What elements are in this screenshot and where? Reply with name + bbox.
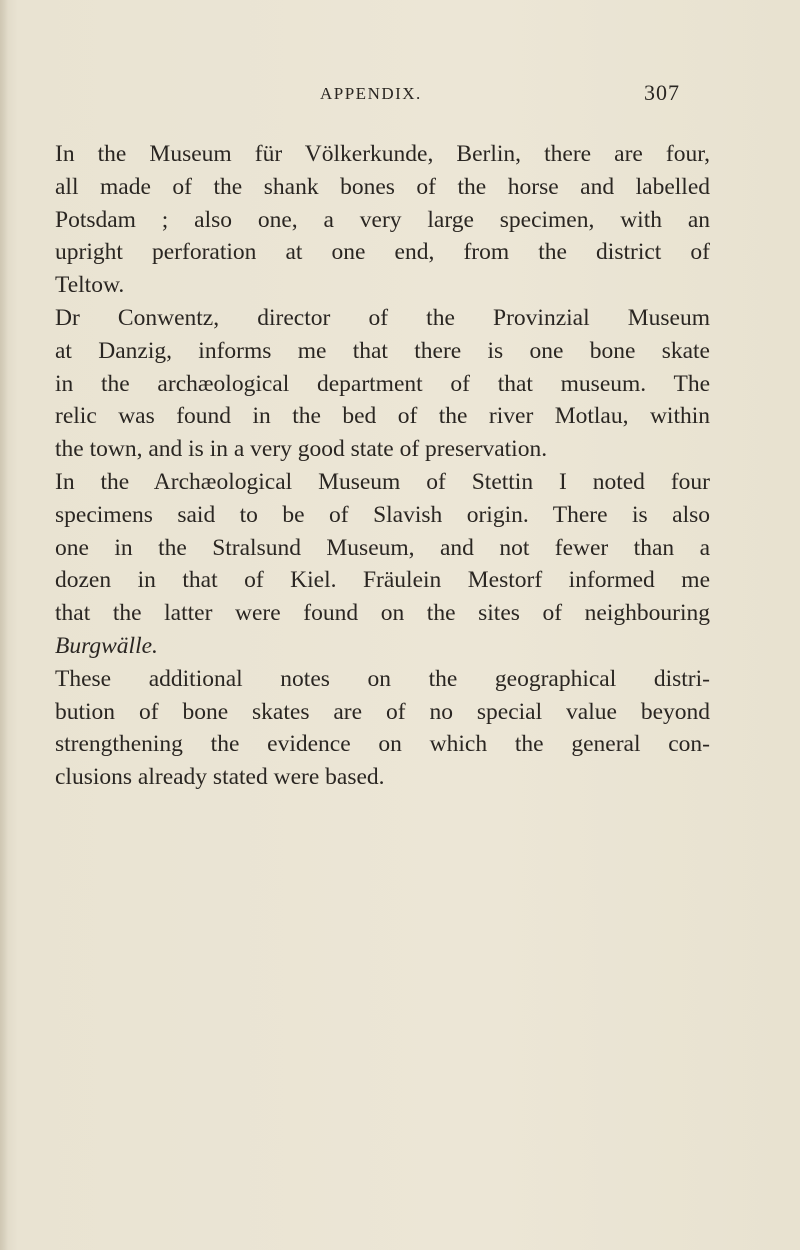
- text-line: strengthening the evidence on which the general con-: [55, 731, 710, 758]
- text-line: Dr Conwentz, director of the Provinzial Museum: [55, 304, 710, 331]
- text-line: one in the Stralsund Museum, and not fewer than a: [55, 534, 710, 561]
- text-line: upright perforation at one end, from the district of: [55, 239, 710, 266]
- text-line: all made of the shank bones of the horse and labelled: [55, 173, 710, 200]
- text-line: in the archæological department of that museum. The: [55, 370, 710, 397]
- text-line: In the Museum für Völkerkunde, Berlin, there are four,: [55, 141, 710, 167]
- text-line: the town, and is in a very good state of preservation.: [55, 436, 548, 463]
- text-line: In the Archæological Museum of Stettin I noted four: [55, 468, 710, 495]
- text-line-italic: Burgwälle.: [55, 632, 158, 659]
- running-head: [0, 80, 800, 114]
- text-line: clusions already stated were based.: [55, 764, 385, 791]
- text-line: that the latter were found on the sites of neighbouring: [55, 600, 710, 627]
- text-line: at Danzig, informs me that there is one bone skate: [55, 337, 710, 364]
- text-line: These additional notes on the geographical distri-: [55, 665, 710, 692]
- page-number: 307: [644, 80, 680, 105]
- text-line: Potsdam ; also one, a very large specimen, with an: [55, 206, 710, 233]
- text-line: dozen in that of Kiel. Fräulein Mestorf informed me: [55, 567, 710, 594]
- text-line: specimens said to be of Slavish origin. There is also: [55, 501, 710, 528]
- running-head-title: APPENDIX.: [320, 84, 422, 103]
- body-text: [55, 138, 710, 794]
- page-gutter-shadow: [0, 0, 8, 1250]
- text-line: Teltow.: [55, 272, 125, 299]
- text-line: bution of bone skates are of no special value beyond: [55, 698, 710, 725]
- text-line: relic was found in the bed of the river Motlau, within: [55, 403, 710, 430]
